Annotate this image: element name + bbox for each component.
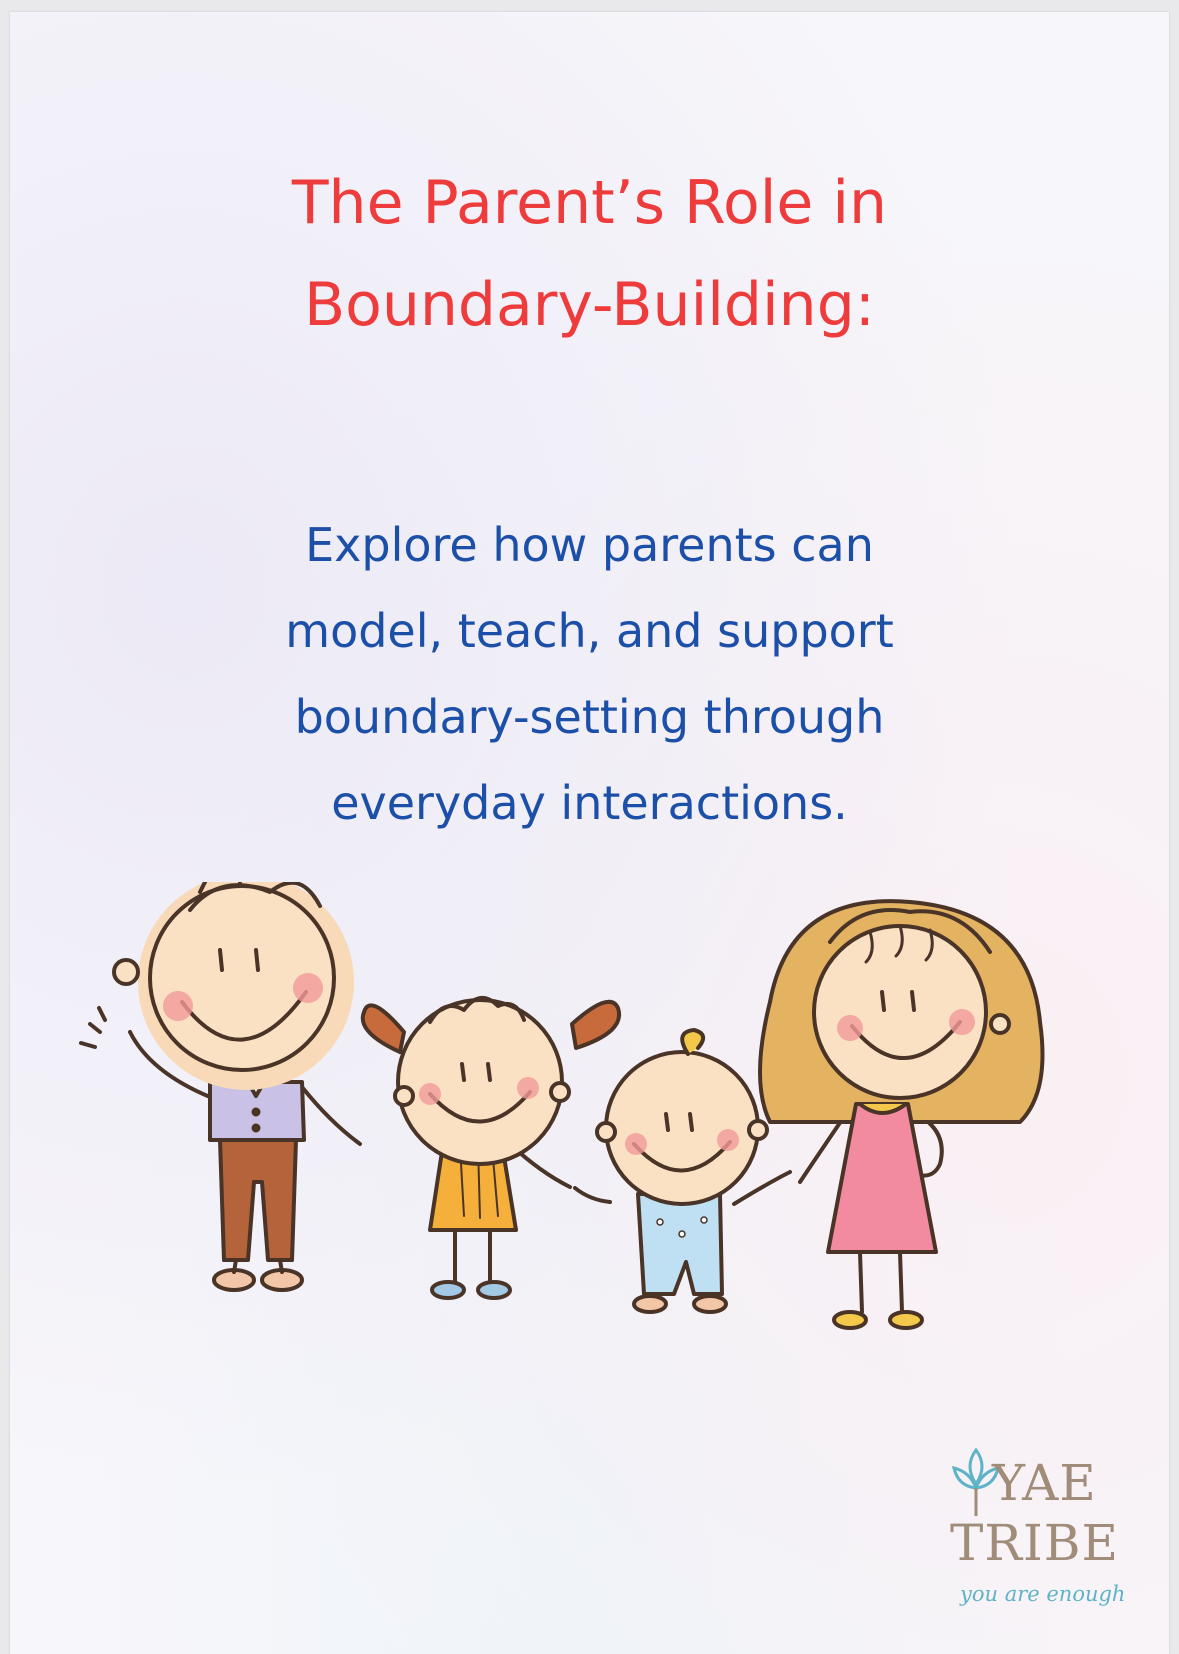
mother-figure [760, 901, 1043, 1328]
subtitle-line-4: everyday interactions. [331, 776, 848, 830]
girl-figure [363, 998, 619, 1298]
logo-line-2: TRIBE [950, 1514, 1119, 1572]
subtitle-line-1: Explore how parents can [305, 518, 874, 572]
yae-tribe-logo [930, 1432, 1140, 1622]
page-title [10, 152, 1169, 356]
page-subtitle [10, 502, 1169, 846]
title-line-2: Boundary-Building: [303, 270, 876, 340]
page [10, 12, 1169, 1654]
title-line-1: The Parent’s Role in [291, 168, 888, 238]
father-figure [81, 882, 360, 1290]
logo-tagline: you are enough [960, 1582, 1126, 1606]
family-illustration [70, 882, 1120, 1382]
subtitle-line-2: model, teach, and support [285, 604, 894, 658]
baby-figure [575, 1030, 790, 1312]
subtitle-line-3: boundary-setting through [294, 690, 885, 744]
logo-line-1: YAE [992, 1454, 1097, 1512]
